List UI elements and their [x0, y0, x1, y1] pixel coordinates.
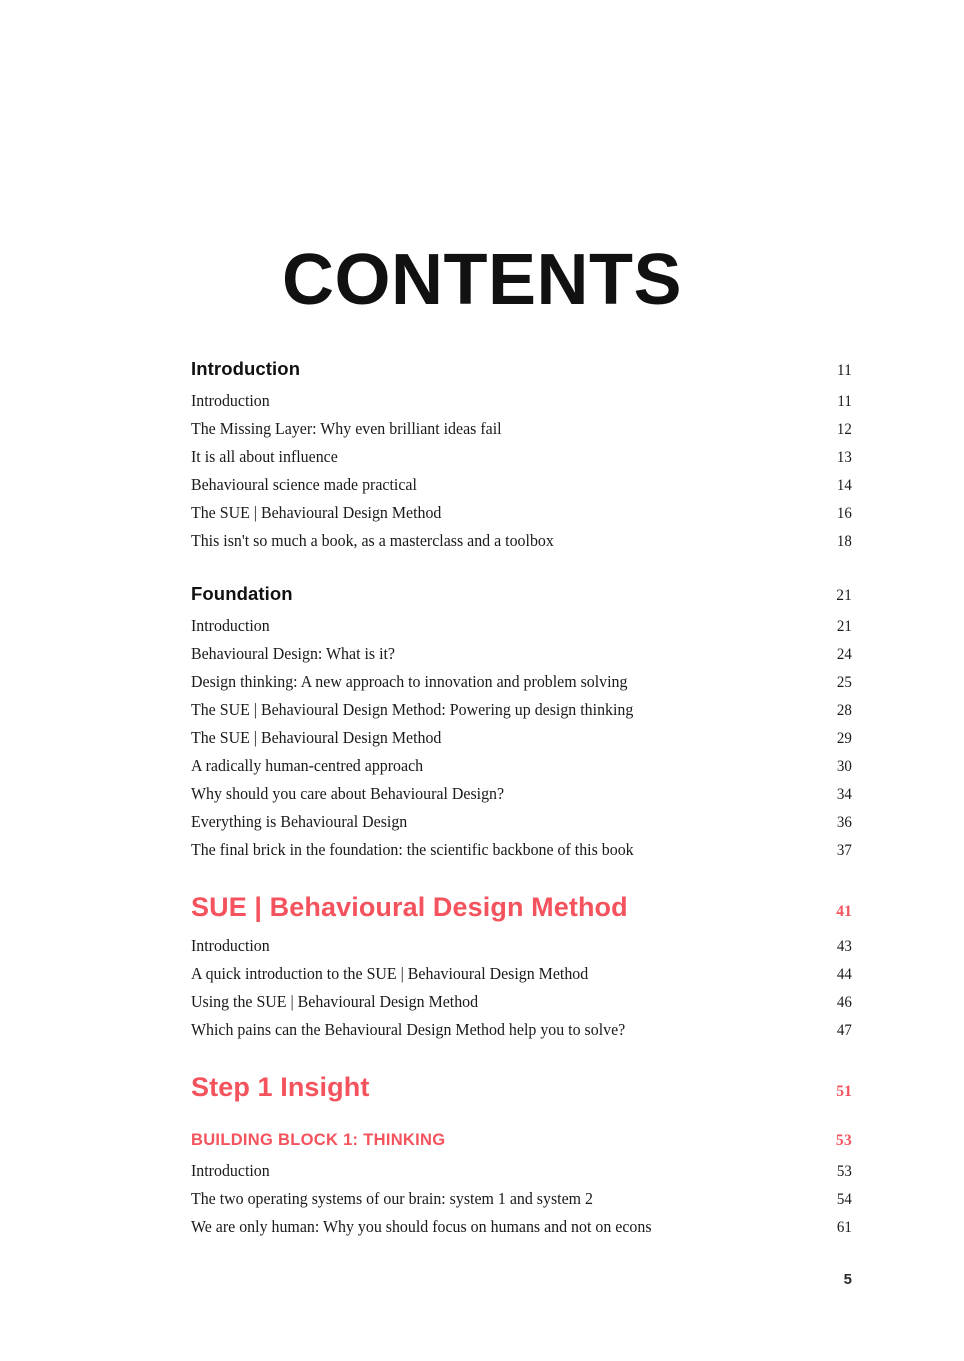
toc-entry[interactable] — [191, 1016, 852, 1044]
toc-entry-label: Design thinking: A new approach to innovation and problem solving — [191, 672, 628, 691]
toc-entry-label: Behavioural Design: What is it? — [191, 644, 396, 663]
toc-heading-label: Introduction — [191, 358, 301, 379]
toc-entry-label: Introduction — [191, 936, 270, 955]
toc-entry-label: Introduction — [191, 1161, 270, 1180]
toc-entry[interactable] — [191, 836, 852, 864]
toc-entry-page-number: 53 — [836, 1163, 852, 1180]
toc-entry-label: Introduction — [191, 391, 270, 410]
toc-entry-page-number: 25 — [836, 674, 852, 691]
toc-entry-page-number: 54 — [836, 1191, 852, 1208]
toc-entry-label: Behavioural science made practical — [191, 475, 417, 494]
toc-group-section — [191, 358, 852, 555]
toc-entry[interactable] — [191, 960, 852, 988]
toc-entry-page-number: 37 — [836, 842, 852, 859]
toc-heading-label: BUILDING BLOCK 1: THINKING — [191, 1131, 446, 1149]
toc-list — [191, 358, 852, 1241]
toc-entry-label: This isn't so much a book, as a masterclass and a toolbox — [191, 531, 554, 550]
toc-step-heading[interactable] — [191, 1072, 852, 1103]
toc-heading-label: SUE | Behavioural Design Method — [191, 892, 628, 922]
toc-entry[interactable] — [191, 1185, 852, 1213]
page-title: CONTENTS — [282, 240, 682, 321]
toc-entry[interactable] — [191, 668, 852, 696]
toc-entry-page-number: 44 — [836, 966, 852, 983]
toc-heading-label: Step 1 Insight — [191, 1072, 370, 1102]
toc-entry[interactable] — [191, 387, 852, 415]
toc-entry-page-number: 34 — [836, 786, 852, 803]
toc-entry[interactable] — [191, 527, 852, 555]
toc-heading-page-number: 11 — [836, 362, 852, 379]
toc-entry-label: The final brick in the foundation: the scientific backbone of this book — [191, 840, 634, 859]
toc-entry-page-number: 11 — [837, 393, 852, 410]
toc-entry-page-number: 24 — [836, 646, 852, 663]
toc-entry-page-number: 18 — [836, 533, 852, 550]
toc-entry-label: Introduction — [191, 616, 270, 635]
toc-entry-label: Which pains can the Behavioural Design Method help you to solve? — [191, 1020, 626, 1039]
toc-group-block — [191, 1131, 852, 1241]
toc-entry-page-number: 16 — [836, 505, 852, 522]
toc-entry[interactable] — [191, 808, 852, 836]
toc-entry-label: Everything is Behavioural Design — [191, 812, 408, 831]
toc-heading-label: Foundation — [191, 583, 293, 604]
toc-entry-label: The SUE | Behavioural Design Method — [191, 503, 442, 522]
toc-entry[interactable] — [191, 988, 852, 1016]
toc-entry[interactable] — [191, 499, 852, 527]
toc-entry-page-number: 43 — [836, 938, 852, 955]
toc-section-heading[interactable] — [191, 358, 852, 380]
toc-entry[interactable] — [191, 752, 852, 780]
toc-entry-page-number: 61 — [836, 1219, 852, 1236]
toc-entry-label: The SUE | Behavioural Design Method — [191, 728, 442, 747]
toc-entry[interactable] — [191, 415, 852, 443]
toc-entry-label: It is all about influence — [191, 447, 338, 466]
toc-entry-page-number: 29 — [836, 730, 852, 747]
toc-entry-page-number: 21 — [836, 618, 852, 635]
toc-entry-page-number: 47 — [836, 1022, 852, 1039]
toc-entry-page-number: 46 — [836, 994, 852, 1011]
toc-section-heading[interactable] — [191, 583, 852, 605]
toc-entry-page-number: 13 — [836, 449, 852, 466]
toc-entry-page-number: 12 — [836, 421, 852, 438]
toc-entry[interactable] — [191, 696, 852, 724]
toc-group-part — [191, 892, 852, 1044]
toc-entry-label: A radically human-centred approach — [191, 756, 424, 775]
toc-entry[interactable] — [191, 932, 852, 960]
toc-entry-page-number: 28 — [836, 702, 852, 719]
toc-heading-page-number: 53 — [835, 1132, 852, 1149]
toc-entry[interactable] — [191, 1157, 852, 1185]
toc-entry-label: The two operating systems of our brain: system 1 and system 2 — [191, 1189, 593, 1208]
toc-entry-label: The SUE | Behavioural Design Method: Powering up design thinking — [191, 700, 634, 719]
toc-entry[interactable] — [191, 724, 852, 752]
toc-heading-page-number: 51 — [836, 1083, 852, 1100]
toc-entry[interactable] — [191, 443, 852, 471]
toc-entry-label: We are only human: Why you should focus on humans and not on econs — [191, 1217, 652, 1236]
toc-entry-label: Using the SUE | Behavioural Design Method — [191, 992, 479, 1011]
toc-entry[interactable] — [191, 780, 852, 808]
toc-part-heading[interactable] — [191, 892, 852, 923]
toc-entry-page-number: 36 — [836, 814, 852, 831]
toc-entry-label: The Missing Layer: Why even brilliant ideas fail — [191, 419, 502, 438]
toc-block-heading[interactable] — [191, 1131, 852, 1150]
toc-group-section — [191, 583, 852, 864]
toc-heading-page-number: 21 — [836, 587, 852, 604]
toc-entry-page-number: 14 — [836, 477, 852, 494]
toc-entry[interactable] — [191, 1213, 852, 1241]
toc-heading-page-number: 41 — [836, 903, 852, 920]
toc-group-step — [191, 1072, 852, 1103]
toc-entry-label: Why should you care about Behavioural Design? — [191, 784, 505, 803]
toc-entry[interactable] — [191, 612, 852, 640]
toc-entry[interactable] — [191, 471, 852, 499]
toc-entry-page-number: 30 — [836, 758, 852, 775]
toc-entry-label: A quick introduction to the SUE | Behavioural Design Method — [191, 964, 589, 983]
footer-page-number: 5 — [843, 1271, 852, 1288]
toc-entry[interactable] — [191, 640, 852, 668]
